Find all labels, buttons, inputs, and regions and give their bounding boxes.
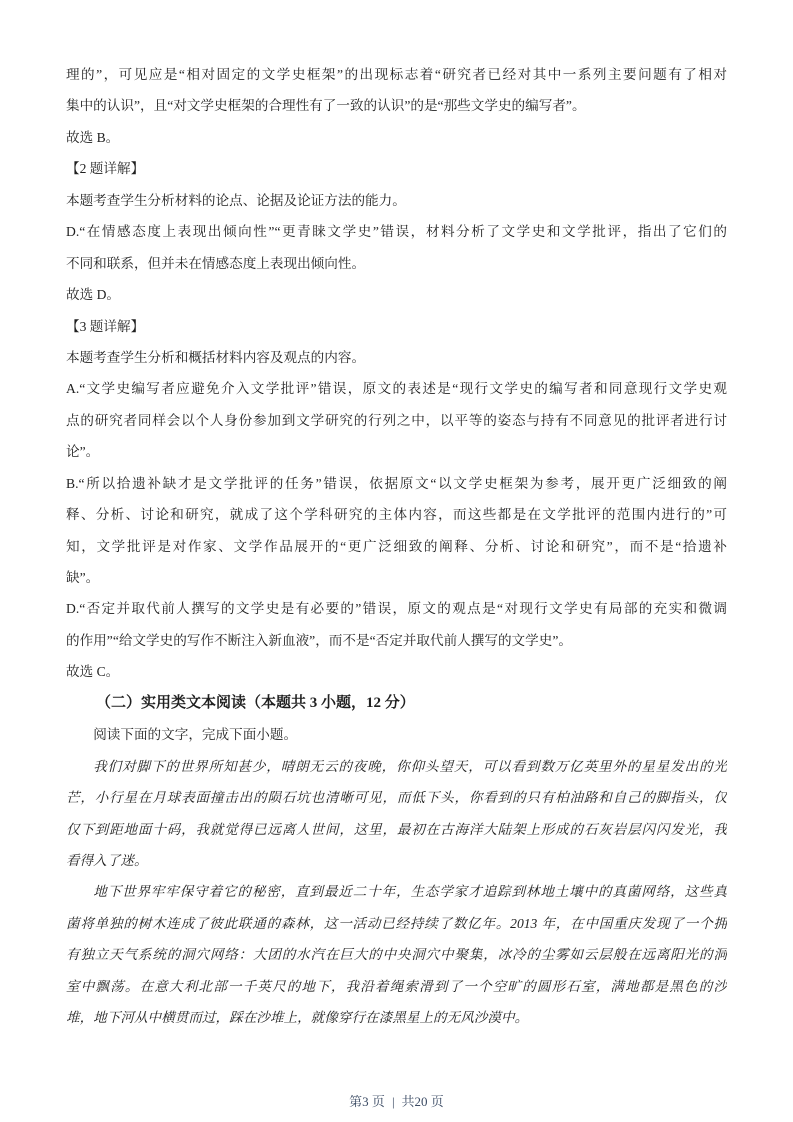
answer-text-line: A.“文学史编写者应避免介入文学批评”错误，原文的表述是“现行文学史的编写者和同意现行文学史观: [66, 381, 727, 397]
footer-total-pages: 共20 页: [401, 1094, 444, 1109]
answer-text-line: 的作用”“给文学史的写作不断注入新血液”，而不是“否定并取代前人撰写的文学史”。: [66, 632, 572, 648]
answer-text-line: D.“在情感态度上表现出倾向性”“更青睐文学史”错误，材料分析了文学史和文学批评，指出了它们的: [66, 224, 727, 240]
answer-text-line: 知，文学批评是对作家、文学作品展开的“更广泛细致的阐释、分析、讨论和研究”，而不是“拾遗补: [66, 538, 727, 554]
answer-text-line: B.“所以拾遗补缺才是文学批评的任务”错误，依据原文“以文学史框架为参考，展开更广泛细致的阐: [66, 475, 727, 491]
answer-text-line: 【3 题详解】: [66, 318, 145, 334]
answer-text-line: 本题考查学生分析和概括材料内容及观点的内容。: [66, 349, 366, 365]
passage-text-line: 仅下到距地面十码，我就觉得已远离人世间，这里，最初在古海洋大陆架上形成的石灰岩层闪闪发光，我: [66, 821, 727, 837]
answer-text-line: 故选 B。: [66, 129, 120, 145]
document-body: [66, 59, 727, 1034]
section-heading: （二）实用类文本阅读（本题共 3 小题，12 分）: [96, 694, 415, 711]
answer-text-line: 阅读下面的文字，完成下面小题。: [93, 727, 298, 743]
passage-text-line: 菌将单独的树木连成了彼此联通的森林，这一活动已经持续了数亿年。2013 年，在中国重庆发现了一个拥: [66, 915, 727, 931]
footer-page-number: 第3 页: [349, 1094, 385, 1109]
answer-text-line: 释、分析、讨论和研究，就成了这个学科研究的主体内容，而这些都是在文学批评的范围内进行的”可: [66, 507, 727, 523]
passage-text-line: 堆，地下河从中横贯而过，踩在沙堆上，就像穿行在漆黑星上的无风沙漠中。: [66, 1010, 529, 1026]
answer-text-line: 故选 C。: [66, 664, 120, 680]
passage-text-line: 我们对脚下的世界所知甚少，晴朗无云的夜晚，你仰头望天，可以看到数万亿英里外的星星发出的光: [93, 758, 727, 774]
page-footer: [0, 1093, 793, 1111]
footer-separator: |: [391, 1094, 395, 1109]
answer-text-line: 理的”，可见应是“相对固定的文学史框架”的出现标志着“研究者已经对其中一系列主要问题有了相对: [66, 67, 727, 82]
answer-text-line: 故选 D。: [66, 287, 120, 303]
answer-text-line: D.“否定并取代前人撰写的文学史是有必要的”错误，原文的观点是“对现行文学史有局部的充实和微调: [66, 601, 727, 617]
passage-text-line: 室中飘荡。在意大利北部一千英尺的地下，我沿着绳索滑到了一个空旷的圆形石室，满地都是黑色的沙: [66, 978, 727, 994]
answer-text-line: 论”。: [66, 444, 100, 460]
answer-text-line: 点的研究者同样会以个人身份参加到文学研究的行列之中，以平等的姿态与持有不同意见的批评者进行讨: [66, 412, 727, 428]
passage-text-line: 芒，小行星在月球表面撞击出的陨石坑也清晰可见，而低下头，你看到的只有柏油路和自己的脚指头，仅: [66, 790, 727, 806]
answer-text-line: 【2 题详解】: [66, 161, 145, 177]
passage-text-line: 有独立天气系统的洞穴网络：大团的水汽在巨大的中央洞穴中聚集，冰冷的尘雾如云层般在远离阳光的洞: [66, 947, 727, 963]
passage-text-line: 地下世界牢牢保守着它的秘密，直到最近二十年，生态学家才追踪到林地土壤中的真菌网络，这些真: [93, 884, 727, 900]
answer-text-line: 缺”。: [66, 570, 100, 585]
answer-text-line: 不同和联系，但并未在情感态度上表现出倾向性。: [66, 255, 366, 271]
answer-text-line: 本题考查学生分析材料的论点、论据及论证方法的能力。: [66, 192, 406, 208]
answer-text-line: 集中的认识”，且“对文学史框架的合理性有了一致的认识”的是“那些文学史的编写者”。: [66, 98, 586, 114]
passage-text-line: 看得入了迷。: [66, 852, 148, 868]
